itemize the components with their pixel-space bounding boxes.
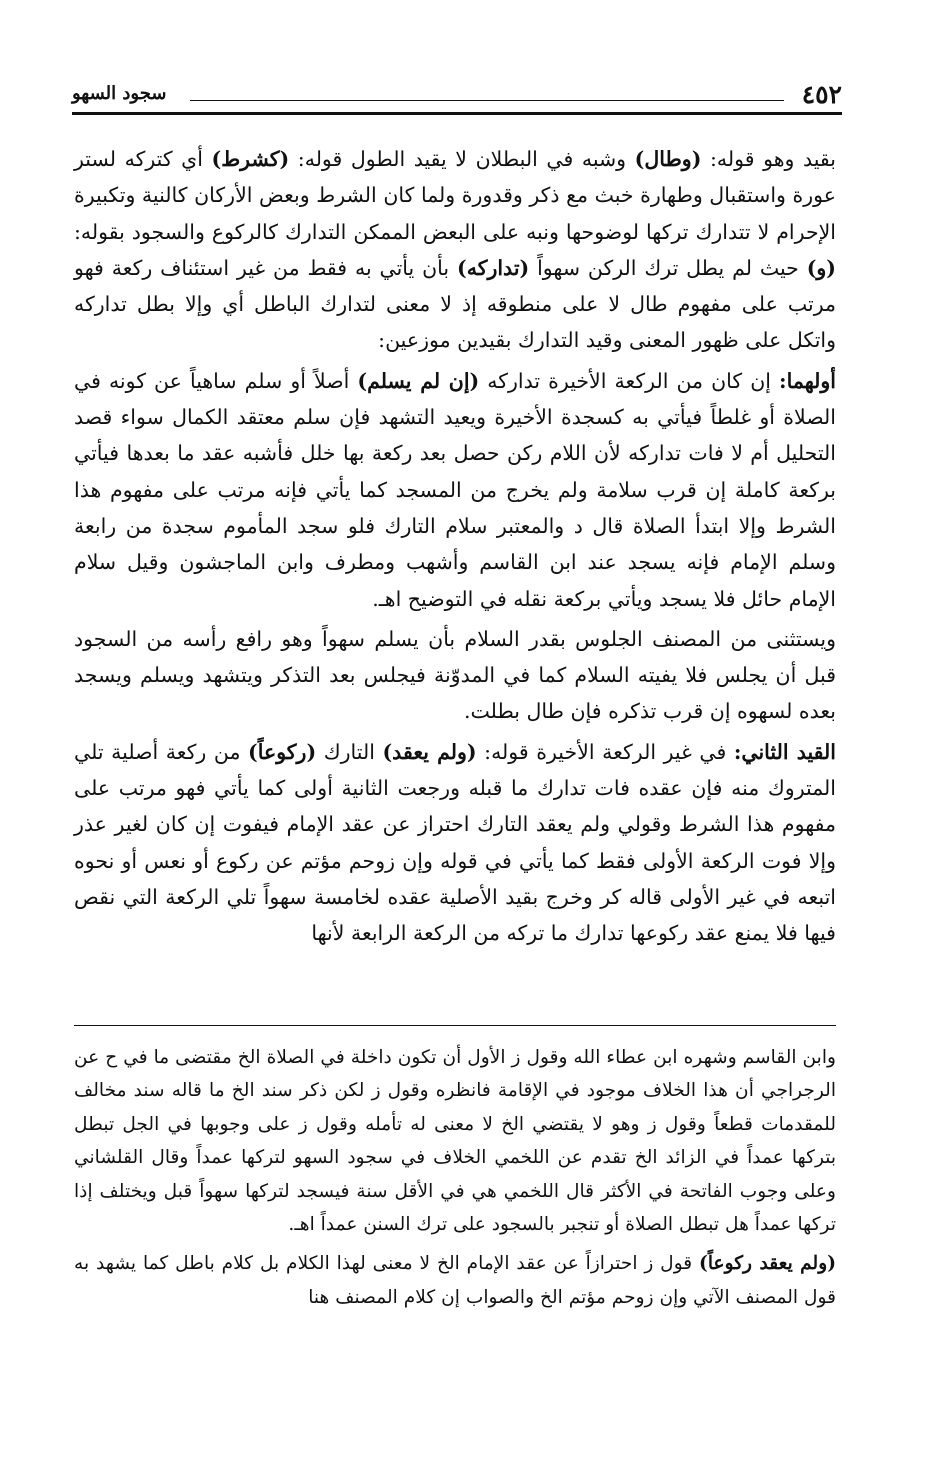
- header-underline: [72, 112, 842, 115]
- footnote-paragraph-2: (ولم يعقد ركوعاً) قول ز احترازاً عن عقد الإمام الخ لا معنى لهذا الكلام بل كلام باطل كما يشهد به قول المصنف الآتي وإن زوحم مؤتم الخ والصواب إن كلام المصنف هنا: [74, 1253, 837, 1308]
- bold-term: (تداركه): [457, 255, 530, 280]
- page-number: ٤٥٢: [801, 80, 842, 109]
- running-title: سجود السهو: [72, 83, 167, 104]
- bold-term: (وطال): [634, 147, 702, 171]
- main-text: [74, 141, 836, 952]
- header-rule: [190, 100, 784, 101]
- section-heading: أولهما:: [779, 368, 836, 393]
- bold-term: (و): [806, 255, 836, 280]
- footnotes: [74, 1041, 836, 1314]
- footnote-divider: [74, 1025, 836, 1026]
- main-paragraph-4: القيد الثاني: في غير الركعة الأخيرة قوله: (ولم يعقد) التارك (ركوعاً) من ركعة أصلية تلي المتروك منه فإن عقده فات تدارك ما قبله ورجعت الثانية أولى كما يأتي فهو مرتب على مفهوم هذا الشرط وقولي ولم يعقد التارك احتراز عن عقد الإمام فيفوت إن كان لغير عذر وإلا فوت الركعة الأولى فقط كما يأتي في قوله وإن زوحم مؤتم عن ركوع أو نعس أو نحوه اتبعه في غير الأولى قاله كر وخرج بقيد الأصلية عقده لخامسة سهواً تلي الركعة التي نقص فيها فلا يمنع عقد ركوعها تدارك ما تركه من الركعة الرابعة لأنها: [74, 739, 836, 946]
- bold-term: (إن لم يسلم): [357, 368, 480, 393]
- main-paragraph-3: ويستثنى من المصنف الجلوس بقدر السلام بأن يسلم سهواً وهو رافع رأسه من السجود قبل أن يجلس فلا يفيته السلام كما في المدوّنة فيجلس بعد التذكر ويتشهد ويسلم ويسجد بعده لسهوه إن قرب تذكره فإن طال بطلت.: [74, 626, 836, 724]
- bold-term: (ولم يعقد): [382, 739, 477, 764]
- page-header: [72, 78, 842, 112]
- main-paragraph-2: أولهما: إن كان من الركعة الأخيرة تداركه (إن لم يسلم) أصلاً أو سلم ساهياً عن كونه في الصلاة أو غلطاً فيأتي به كسجدة الأخيرة ويعيد التشهد فإن سلم معتقد الكمال سواء قصد التحليل أم لا فات تداركه لأن اللام ركن حصل بعد ركعة بها خلل فأشبه عقد ما بعدها فيأتي بركعة كاملة إن قرب سلامة ولم يخرج من المسجد كما يأتي فإنه مرتب على مفهوم هذا الشرط وإلا ابتدأ الصلاة قال د والمعتبر سلام التارك فلو سجد المأموم سجدة من رابعة وسلم الإمام فإنه يسجد عند ابن القاسم وأشهب ومطرف وابن الماجشون وقيل سلام الإمام حائل فلا يسجد ويأتي بركعة نقله في التوضيح اهـ.: [74, 368, 836, 611]
- footnote-paragraph-1: وابن القاسم وشهره ابن عطاء الله وقول ز الأول أن تكون داخلة في الصلاة الخ مقتضى ما في ح عن الرجراجي أن هذا الخلاف موجود في الإقامة فانظره وقول ز لكن ذكر سند الخ ما قاله سند مخالف للمقدمات قطعاً وقول ز وهو لا يقتضي الخ لا معنى له تأمله وقول ز على وجوبها في الجل تبطل بتركها عمداً في الزائد الخ تقدم عن اللخمي الخلاف في سجود السهو لتركها عمداً وقال القلشاني وعلى وجوب الفاتحة في الأكثر قال اللخمي هي في الأقل سنة فيسجد لتركها سهواً قبل ويختلف إذا تركها عمداً هل تبطل الصلاة أو تنجبر بالسجود على ترك السنن عمداً اهـ.: [74, 1047, 836, 1236]
- bold-term: (ولم يعقد ركوعاً): [699, 1253, 837, 1275]
- bold-term: (كشرط): [211, 147, 290, 171]
- main-paragraph-1: بقيد وهو قوله: (وطال) وشبه في البطلان لا يقيد الطول قوله: (كشرط) أي كتركه لستر عورة واستقبال وطهارة خبث مع ذكر وقدورة ولما كان الشرط وبعض الأركان كالنية وتكبيرة الإحرام لا تتدارك تركها لوضوحها ونبه على البعض الممكن التدارك كالركوع والسجود بقوله: (و) حيث لم يطل ترك الركن سهواً (تداركه) بأن يأتي به فقط من غير استئناف ركعة فهو مرتب على مفهوم طال لا على منطوقه إذ لا معنى لتدارك الباطل أي وإلا بطل تداركه واتكل على ظهور المعنى وقيد التدارك بقيدين موزعين:: [74, 147, 836, 353]
- section-heading: القيد الثاني:: [733, 739, 836, 764]
- bold-term: (ركوعاً): [248, 739, 317, 764]
